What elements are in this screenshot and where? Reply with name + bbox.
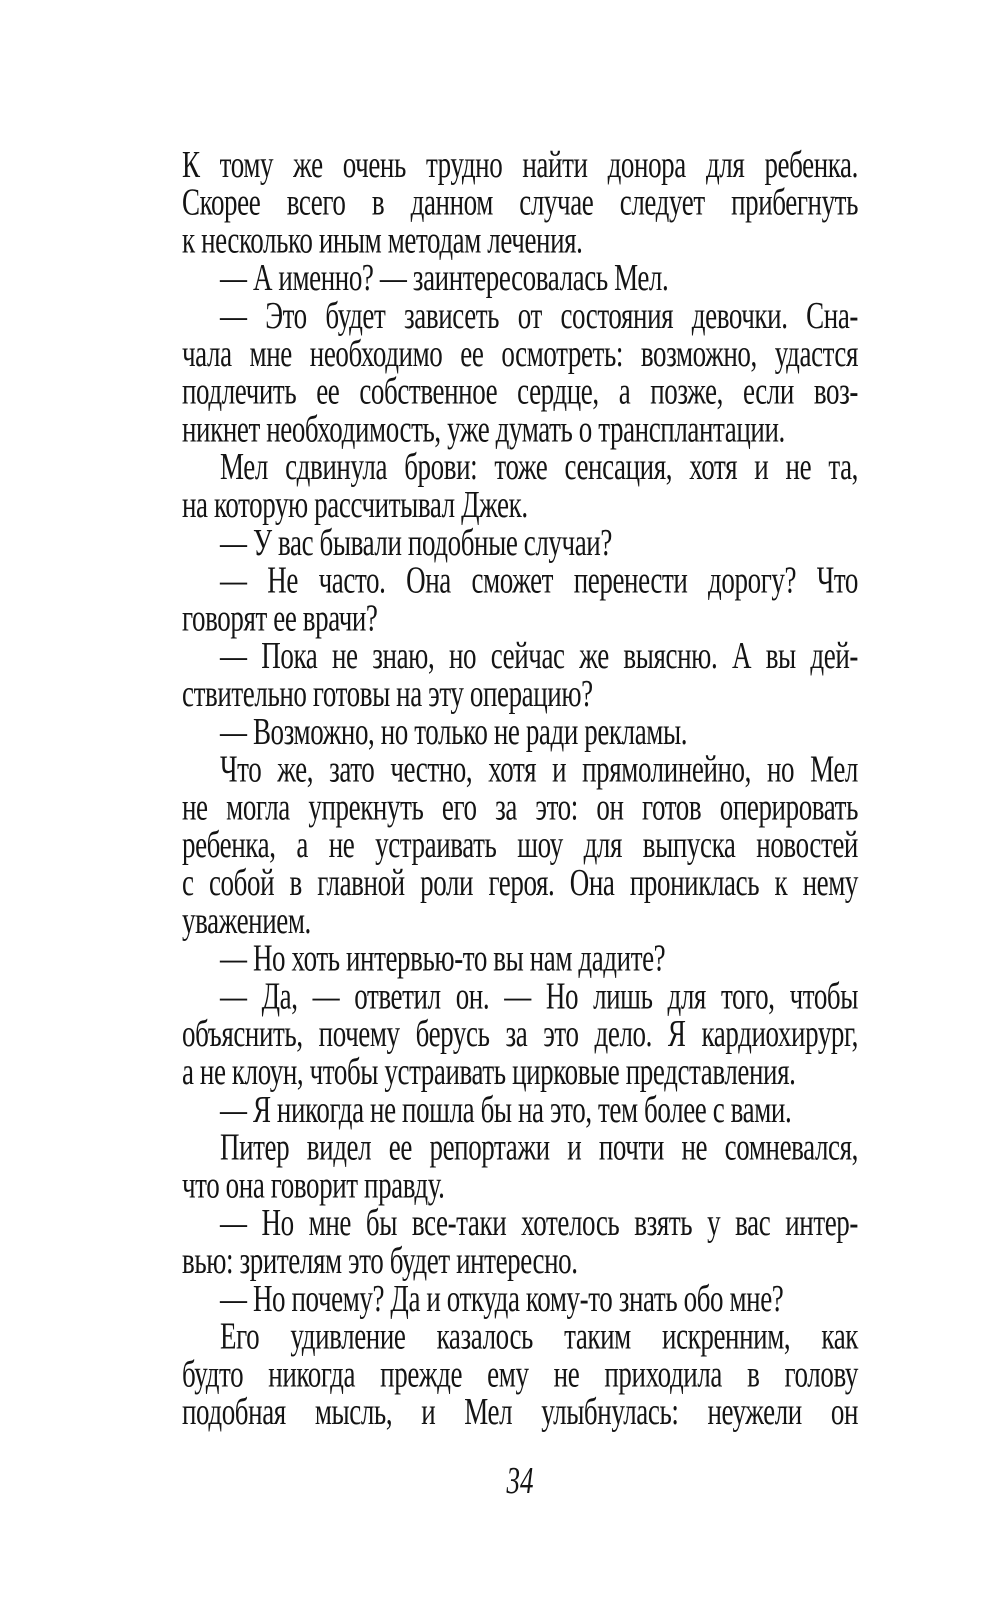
paragraph — [182, 445, 858, 526]
text-line: — Не часто. Она сможет перенести дорогу? Что — [220, 559, 858, 601]
text-line: Его удивление казалось таким искренним, как — [220, 1315, 858, 1357]
paragraph — [182, 1126, 858, 1206]
text-line: говорят ее врачи? — [182, 596, 378, 639]
text-line: Питер видел ее репортажи и почти не сомневался, — [220, 1126, 858, 1168]
paragraph — [182, 143, 858, 261]
text-line: ствительно готовы на эту операцию? — [182, 672, 593, 715]
paragraph — [182, 1277, 858, 1320]
text-line: подлечить ее собственное сердце, а позже, если воз- — [182, 370, 858, 412]
text-line: Мел сдвинула брови: тоже сенсация, хотя и не та, — [220, 445, 858, 488]
paragraph — [182, 1088, 858, 1131]
paragraph — [182, 521, 858, 564]
paragraph — [182, 634, 858, 715]
text-line: уважением. — [182, 899, 311, 942]
text-line: с собой в главной роли героя. Она прониклась к нему — [182, 861, 858, 904]
text-line: — А именно? — заинтересовалась Мел. — [220, 256, 669, 299]
text-line: подобная мысль, и Мел улыбнулась: неужели он — [182, 1390, 858, 1433]
paragraph — [182, 559, 858, 639]
text-line: будто никогда прежде ему не приходила в голову — [182, 1352, 858, 1395]
text-line: что она говорит правду. — [182, 1163, 445, 1206]
paragraph — [182, 294, 858, 450]
paragraph — [182, 748, 858, 942]
paragraph — [182, 974, 858, 1093]
text-line: никнет необходимость, уже думать о трансплантации. — [182, 407, 785, 450]
text-line: — Возможно, но только не ради рекламы. — [220, 710, 688, 753]
text-line: — Я никогда не пошла бы на это, тем более с вами. — [220, 1088, 792, 1131]
text-line: — Но хоть интервью-то вы нам дадите? — [220, 937, 666, 979]
page-inner — [182, 143, 858, 1502]
text-line: К тому же очень трудно найти донора для ребенка. — [182, 143, 858, 186]
text-line: — Но мне бы все-таки хотелось взять у вас интер- — [220, 1201, 858, 1244]
text-line: Что же, зато честно, хотя и прямолинейно, но Мел — [220, 748, 858, 790]
text-line: вью: зрителям это будет интересно. — [182, 1239, 578, 1282]
page-number: 34 — [506, 1459, 534, 1502]
paragraph — [182, 1315, 858, 1433]
page-text-block — [182, 143, 858, 1433]
text-line: ребенка, а не устраивать шоу для выпуска новостей — [182, 823, 858, 866]
text-line: к несколько иным методам лечения. — [182, 218, 583, 261]
paragraph — [182, 1201, 858, 1282]
text-line: на которую рассчитывал Джек. — [182, 483, 528, 526]
paragraph — [182, 256, 858, 299]
text-line: объяснить, почему берусь за это дело. Я кардиохирург, — [182, 1012, 858, 1055]
text-line: не могла упрекнуть его за это: он готов оперировать — [182, 785, 858, 828]
paragraph — [182, 937, 858, 979]
text-line: — Но почему? Да и откуда кому-то знать обо мне? — [220, 1277, 784, 1320]
paragraph — [182, 710, 858, 753]
text-line: — У вас бывали подобные случаи? — [220, 521, 612, 564]
text-line: — Это будет зависеть от состояния девочки. Сна- — [220, 294, 858, 337]
text-line: Скорее всего в данном случае следует прибегнуть — [182, 181, 858, 223]
text-line: — Пока не знаю, но сейчас же выясню. А вы дей- — [220, 634, 858, 677]
text-line: а не клоун, чтобы устраивать цирковые представления. — [182, 1050, 796, 1093]
text-line: — Да, — ответил он. — Но лишь для того, чтобы — [220, 974, 858, 1017]
text-line: чала мне необходимо ее осмотреть: возможно, удастся — [182, 332, 858, 375]
